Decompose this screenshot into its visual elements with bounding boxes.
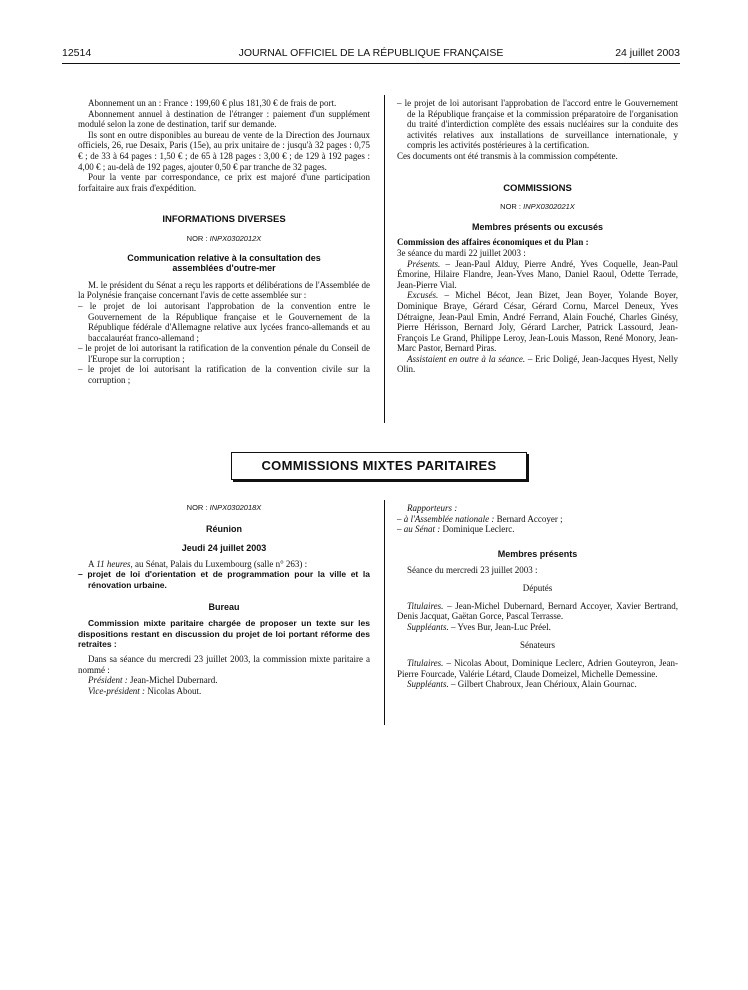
commission-affaires-economiques: Commission des affaires économiques et du Plan : bbox=[397, 237, 589, 248]
membres-presents-title: Membres présents bbox=[497, 548, 578, 559]
excuses-label: Excusés. bbox=[407, 290, 439, 301]
rapporteur-senat-label: – au Sénat : bbox=[397, 524, 441, 535]
journal-title: JOURNAL OFFICIEL DE LA RÉPUBLIQUE FRANÇAISE bbox=[238, 47, 504, 59]
disponibles-text: Ils sont en outre disponibles au bureau de vente de la Direction des Journaux officiels, 26, rue Desaix, Paris (15e), au prix unitaire de : jusqu'à 32 pages : 0,75 € ; de 33 à 64 pages : 1,50 € ; de 65 à 128 pages : 3,00 € ; de 129 à 192 pages : 4,00 € ; au-delà de 192 pages, ajouter 0,50 € par tranche de 32 pages. bbox=[78, 129, 370, 172]
senateurs-suppleants bbox=[397, 679, 678, 690]
reunion-title: Réunion bbox=[206, 523, 242, 534]
commissions-title: COMMISSIONS bbox=[503, 182, 572, 194]
membres-presents-excuses-title: Membres présents ou excusés bbox=[471, 221, 604, 232]
vice-president-line bbox=[78, 686, 370, 697]
nor-code: INPX0302021X bbox=[523, 202, 575, 212]
nor-label: NOR : bbox=[500, 202, 522, 212]
suppleants-label: Suppléants. bbox=[407, 679, 449, 690]
excuses-names: – Michel Bécot, Jean Bizet, Jean Boyer, Yolande Boyer, Dominique Braye, Gérard César, Gérard Cornu, Marcel Deneux, Yves Détraigne, Jean-Paul Emin, André Ferrand, Alain Fouché, Charles Ginésy, Pierre Hérisson, Bernard Joly, Gérard Larcher, Patrick Lassourd, Jean-François Le Grand, Philippe Leroy, Jean-Louis Masson, René Monory, Jean-Marc Pastor, Bernard Piras. bbox=[397, 290, 678, 354]
abonnement-france: Abonnement un an : France : 199,60 € plus 181,30 € de frais de port. bbox=[88, 98, 337, 108]
seance-date: Séance du mercredi 23 juillet 2003 : bbox=[407, 565, 538, 576]
suppleants-names: – Yves Bur, Jean-Luc Préel. bbox=[448, 621, 551, 632]
senateurs-titulaires bbox=[397, 658, 678, 679]
header-rule bbox=[62, 63, 680, 64]
list-item: – le projet de loi autorisant l'approbation de la convention entre le Gouvernement de la République française et le Gouvernement de la République fédérale d'Allemagne relative aux lycées franco-allemands et au baccalauréat franco-allemand ; bbox=[78, 300, 370, 343]
lieu-rest: , au Sénat, Palais du Luxembourg (salle n° 263) : bbox=[130, 558, 308, 569]
bottom-left-column bbox=[78, 503, 370, 696]
deputes-titulaires bbox=[397, 601, 678, 622]
lieu-line bbox=[78, 559, 370, 570]
projet-loi-ville: – projet de loi d'orientation et de programmation pour la ville et la rénovation urbaine. bbox=[78, 569, 370, 590]
seance-nomination: Dans sa séance du mercredi 23 juillet 2003, la commission mixte paritaire a nommé : bbox=[78, 653, 370, 675]
nor-label: NOR : bbox=[186, 503, 208, 512]
nor-label: NOR : bbox=[186, 233, 208, 243]
president-intro: M. le président du Sénat a reçu les rapports et délibérations de l'Assemblée de la Polynésie française concernant l'avis de cette assemblée sur : bbox=[78, 279, 370, 301]
rapporteur-an-line bbox=[397, 514, 678, 525]
assistaient-label: Assistaient en outre à la séance. bbox=[407, 353, 526, 364]
presents-paragraph bbox=[397, 259, 678, 291]
presents-label: Présents. bbox=[407, 258, 441, 269]
titulaires-label: Titulaires. bbox=[407, 657, 444, 668]
vice-president-name: Nicolas About. bbox=[145, 685, 202, 696]
rapporteur-senat-name: Dominique Leclerc. bbox=[440, 524, 515, 535]
assistaient-paragraph bbox=[397, 354, 678, 375]
president-name: Jean-Michel Dubernard. bbox=[127, 675, 218, 686]
vice-president-label: Vice-président : bbox=[88, 685, 146, 696]
seance-date: 3e séance du mardi 22 juillet 2003 : bbox=[397, 247, 526, 258]
column-divider-bottom bbox=[384, 500, 385, 725]
assistaient-names: – Eric Doligé, Jean-Jacques Hyest, Nelly Olin. bbox=[397, 353, 678, 375]
reunion-date: Jeudi 24 juillet 2003 bbox=[181, 543, 267, 554]
cmp-retraites: Commission mixte paritaire chargée de proposer un texte sur les dispositions restant en discussion du projet de loi portant réforme des retraites : bbox=[78, 618, 370, 650]
commissions-mixtes-paritaires-banner bbox=[231, 452, 527, 480]
list-item-continued: – le projet de loi autorisant l'approbation de l'accord entre le Gouvernement de la République française et la commission préparatoire de l'organisation du traité d'interdiction complète des essais nucléaires sur la conduite des activités relatives aux installations de surveillance internationale, y compris les activités postérieures à la certification. bbox=[397, 98, 678, 151]
rapporteur-an-label: – à l'Assemblée nationale : bbox=[397, 513, 495, 524]
deputes-suppleants bbox=[397, 622, 678, 633]
presents-names: – Jean-Paul Alduy, Pierre André, Yves Coquelle, Jean-Paul Émorine, Hilaire Flandre, Jean-Yves Mano, Daniel Raoul, Odette Terrade, Jean-Pierre Vial. bbox=[397, 258, 678, 290]
nor-code: INPX0302012X bbox=[209, 233, 262, 243]
president-label: Président : bbox=[88, 675, 128, 686]
transmis-text: Ces documents ont été transmis à la commission compétente. bbox=[397, 150, 618, 161]
rapporteur-an-name: Bernard Accoyer ; bbox=[494, 513, 563, 524]
lieu-time: 11 heures bbox=[96, 558, 131, 569]
list-item: – le projet de loi autorisant la ratification de la convention civile sur la corruption ; bbox=[78, 364, 370, 386]
page-number: 12514 bbox=[62, 47, 92, 59]
nor-reference bbox=[397, 202, 678, 213]
president-line bbox=[78, 675, 370, 686]
informations-diverses-title: INFORMATIONS DIVERSES bbox=[162, 214, 286, 226]
titulaires-names: – Jean-Michel Dubernard, Bernard Accoyer, Xavier Bertrand, Denis Jacquat, Gaëtan Gorce, Pascal Terrasse. bbox=[397, 600, 678, 622]
abonnement-etranger: Abonnement annuel à destination de l'étranger : paiement d'un supplément modulé selon la zone de destination, tarif sur demande. bbox=[78, 108, 370, 130]
list-item: – le projet de loi autorisant la ratification de la convention pénale du Conseil de l'Europe sur la corruption ; bbox=[78, 343, 370, 364]
excuses-paragraph bbox=[397, 290, 678, 354]
top-right-column bbox=[397, 98, 678, 375]
vente-correspondance: Pour la vente par correspondance, ce prix est majoré d'une participation forfaitaire aux frais d'expédition. bbox=[78, 172, 370, 193]
titulaires-names: – Nicolas About, Dominique Leclerc, Adrien Gouteyron, Jean-Pierre Fourcade, Valérie Létard, Claude Domeizel, Michelle Demessine. bbox=[397, 657, 678, 679]
rapporteur-senat-line bbox=[397, 524, 678, 535]
nor-reference bbox=[78, 503, 370, 514]
top-left-column bbox=[78, 98, 370, 386]
suppleants-names: – Gilbert Chabroux, Jean Chérioux, Alain Gournac. bbox=[448, 679, 637, 690]
page-header bbox=[62, 47, 680, 63]
suppleants-label: Suppléants. bbox=[407, 621, 449, 632]
column-divider-top bbox=[384, 95, 385, 423]
deputes-heading: Députés bbox=[522, 582, 553, 593]
bureau-title: Bureau bbox=[208, 601, 240, 612]
bottom-right-column bbox=[397, 503, 678, 690]
banner-title: COMMISSIONS MIXTES PARITAIRES bbox=[261, 458, 497, 473]
nor-reference bbox=[78, 234, 370, 245]
issue-date: 24 juillet 2003 bbox=[615, 47, 680, 59]
senateurs-heading: Sénateurs bbox=[520, 640, 555, 651]
rapporteurs-label: Rapporteurs : bbox=[407, 503, 458, 513]
titulaires-label: Titulaires. bbox=[407, 600, 444, 611]
lieu-prefix: A bbox=[88, 558, 97, 569]
communication-subtitle: Communication relative à la consultation des assemblées d'outre-mer bbox=[127, 252, 321, 274]
nor-code: INPX0302018X bbox=[209, 503, 262, 512]
